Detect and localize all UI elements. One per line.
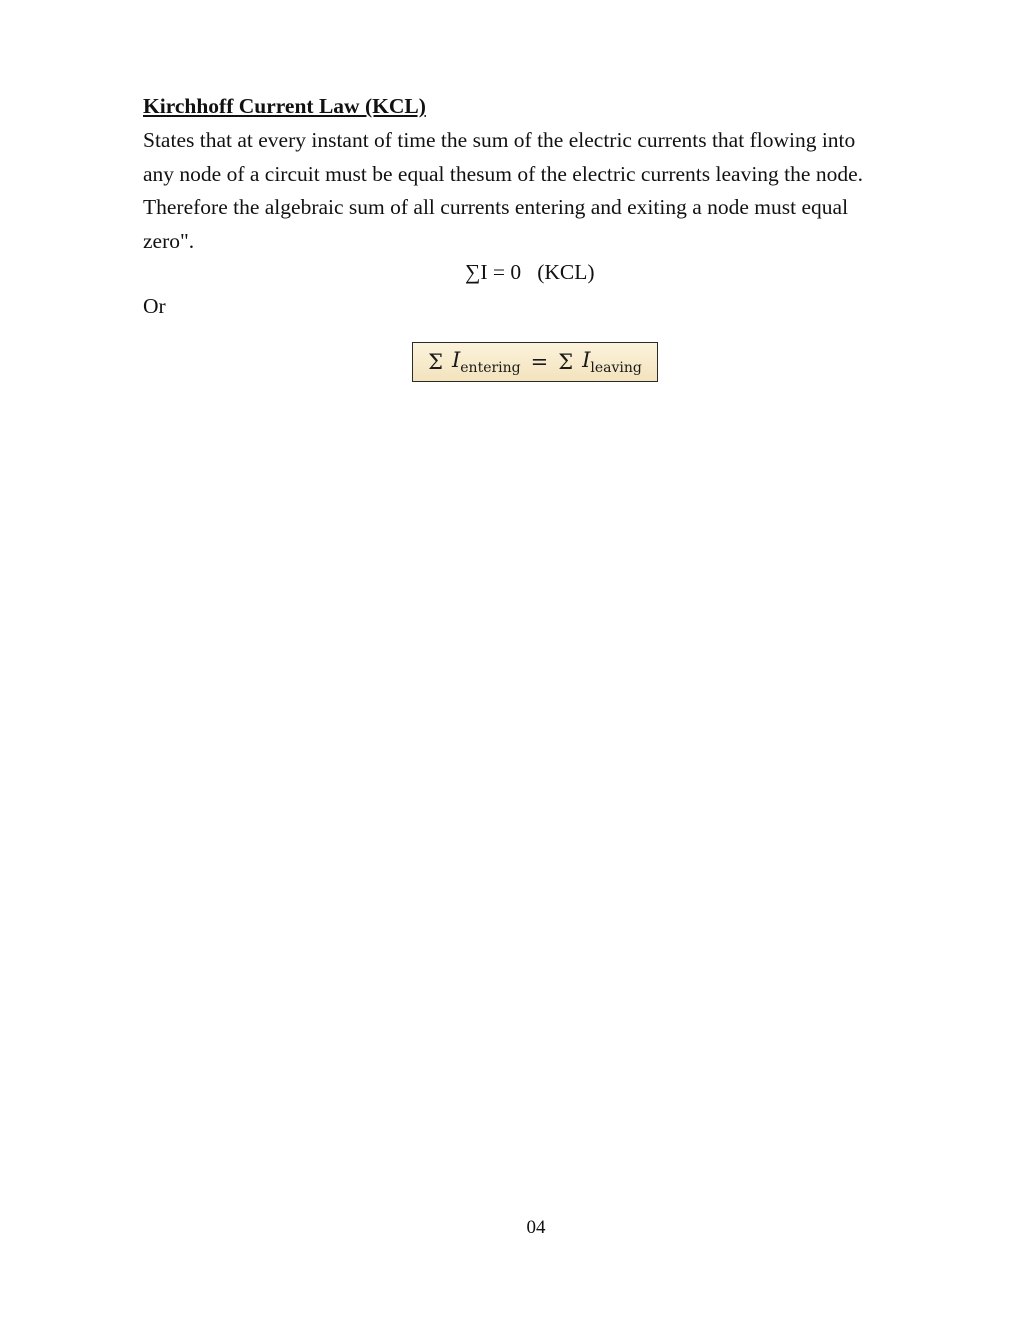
section-heading: Kirchhoff Current Law (KCL) <box>143 94 426 118</box>
paragraph-line: Therefore the algebraic sum of all currents entering and exiting a node must equal <box>143 195 849 219</box>
leaving-subscript: leaving <box>590 360 642 376</box>
or-label: Or <box>143 294 166 318</box>
kcl-equation: ∑I = 0 (KCL) <box>465 260 595 284</box>
entering-subscript: entering <box>460 360 521 376</box>
sigma-symbol: Σ <box>558 350 574 374</box>
paragraph-line: any node of a circuit must be equal thesum of the electric currents leaving the node. <box>143 161 863 186</box>
page-number: 04 <box>526 1217 546 1238</box>
kcl-formula-image <box>412 342 658 382</box>
paragraph-line: zero". <box>143 228 195 253</box>
current-variable: $I_{entering}$ <box>451 348 521 376</box>
equals-sign: = <box>530 350 549 374</box>
paragraph-line: States that at every instant of time the sum of the electric currents that flowing into <box>143 128 856 152</box>
current-variable: $I_{leaving}$ <box>582 348 642 376</box>
sigma-symbol: Σ <box>428 350 443 374</box>
kcl-definition-paragraph <box>143 124 943 258</box>
